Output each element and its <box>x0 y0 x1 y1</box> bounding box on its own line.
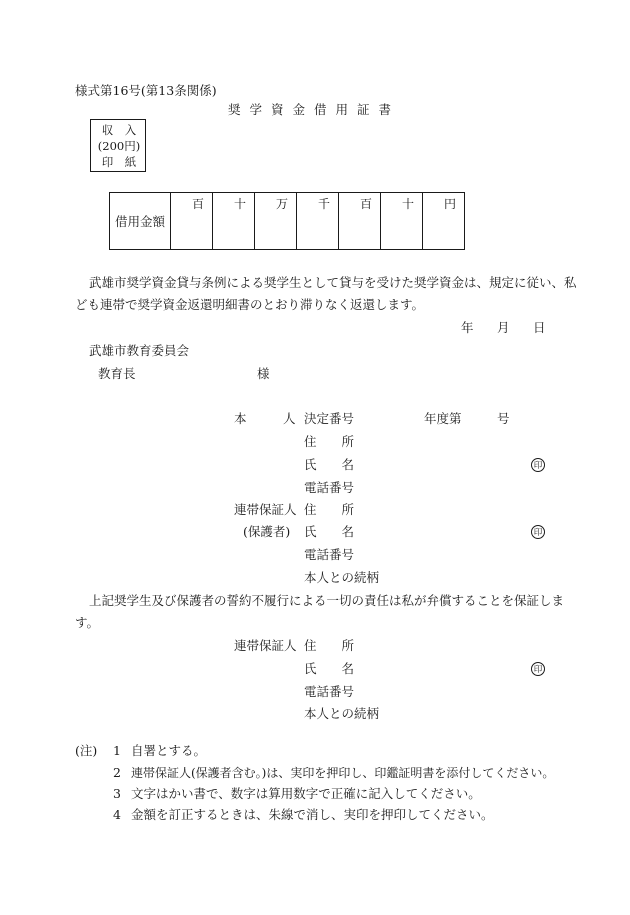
guarantor2-label: 連帯保証人 <box>234 638 297 653</box>
guarantor2-phone-label: 電話番号 <box>304 684 355 699</box>
guarantor1-address-label: 住 所 <box>304 502 355 517</box>
addressee-honorific: 様 <box>257 366 270 381</box>
stamp-line-3: 印 紙 <box>101 155 137 169</box>
note-text: 文字はかい書で、数字は算用数字で正確に記入してください。 <box>131 786 481 801</box>
stamp-line-2: (200円) <box>97 139 141 153</box>
guarantee-line-2: す。 <box>75 615 100 630</box>
stamp-line-1: 収 入 <box>101 123 137 137</box>
guarantor2-relation-label: 本人との続柄 <box>304 706 380 721</box>
principal-label-b: 人 <box>283 411 296 426</box>
seal-icon: 印 <box>531 662 545 676</box>
note-number: 3 <box>113 786 121 801</box>
addressee-title: 教育長 <box>98 366 136 381</box>
seal-icon: 印 <box>531 458 545 472</box>
amount-cell-ten-million[interactable] <box>213 193 255 250</box>
revenue-stamp-box <box>90 119 146 172</box>
unit-label: 十 <box>401 197 414 211</box>
guarantee-line-1: 上記奨学生及び保護者の誓約不履行による一切の責任は私が弁償することを保証しま <box>89 593 565 608</box>
notes-prefix: (注) <box>75 743 98 758</box>
guarantor1-relation-label: 本人との続柄 <box>304 570 380 585</box>
note-number: 2 <box>113 765 121 780</box>
date-month: 月 <box>497 320 510 335</box>
note-number: 1 <box>113 743 121 758</box>
loan-amount-table <box>109 192 465 250</box>
fiscal-year-label: 年度第 <box>424 411 462 426</box>
amount-cell-yen[interactable] <box>423 193 465 250</box>
date-day: 日 <box>533 320 546 335</box>
addressee-organization: 武雄市教育委員会 <box>89 343 190 358</box>
seal-icon: 印 <box>531 525 545 539</box>
principal-phone-label: 電話番号 <box>304 480 355 495</box>
amount-cell-ten-thousand[interactable] <box>255 193 297 250</box>
unit-label: 円 <box>443 197 456 211</box>
unit-label: 十 <box>233 197 246 211</box>
loan-amount-label: 借用金額 <box>110 193 171 250</box>
note-text: 金額を訂正するときは、朱線で消し、実印を押印してください。 <box>131 807 494 822</box>
amount-cell-hundred[interactable] <box>339 193 381 250</box>
unit-label: 百 <box>191 197 204 211</box>
note-text: 連帯保証人(保護者含む。)は、実印を押印し、印鑑証明書を添付してください。 <box>131 766 555 780</box>
form-number: 様式第16号(第13条関係) <box>75 83 217 98</box>
body-line-1: 武雄市奨学資金貸与条例による奨学生として貸与を受けた奨学資金は、規定に従い、私 <box>89 275 577 290</box>
body-line-2: ども連帯で奨学資金返還明細書のとおり滞りなく返還します。 <box>75 297 425 312</box>
date-year: 年 <box>461 320 474 335</box>
note-text: 自署とする。 <box>131 743 207 758</box>
unit-label: 千 <box>317 197 330 211</box>
document-title: 奨学資金借用証書 <box>228 102 401 117</box>
amount-cell-ten[interactable] <box>381 193 423 250</box>
guarantor1-label: 連帯保証人 <box>234 502 297 517</box>
principal-name-label: 氏 名 <box>304 457 355 472</box>
unit-label: 百 <box>359 197 372 211</box>
unit-label: 万 <box>275 197 288 211</box>
amount-cell-hundred-million[interactable] <box>171 193 213 250</box>
amount-cell-thousand[interactable] <box>297 193 339 250</box>
guarantor1-phone-label: 電話番号 <box>304 547 355 562</box>
note-number: 4 <box>113 807 121 822</box>
principal-address-label: 住 所 <box>304 434 355 449</box>
guarantor2-address-label: 住 所 <box>304 638 355 653</box>
guarantor1-name-label: 氏 名 <box>304 524 355 539</box>
number-label: 号 <box>497 411 510 426</box>
principal-label-a: 本 <box>234 411 247 426</box>
decision-number-label: 決定番号 <box>304 411 355 426</box>
guarantor1-sublabel: (保護者) <box>243 524 291 539</box>
guarantor2-name-label: 氏 名 <box>304 661 355 676</box>
